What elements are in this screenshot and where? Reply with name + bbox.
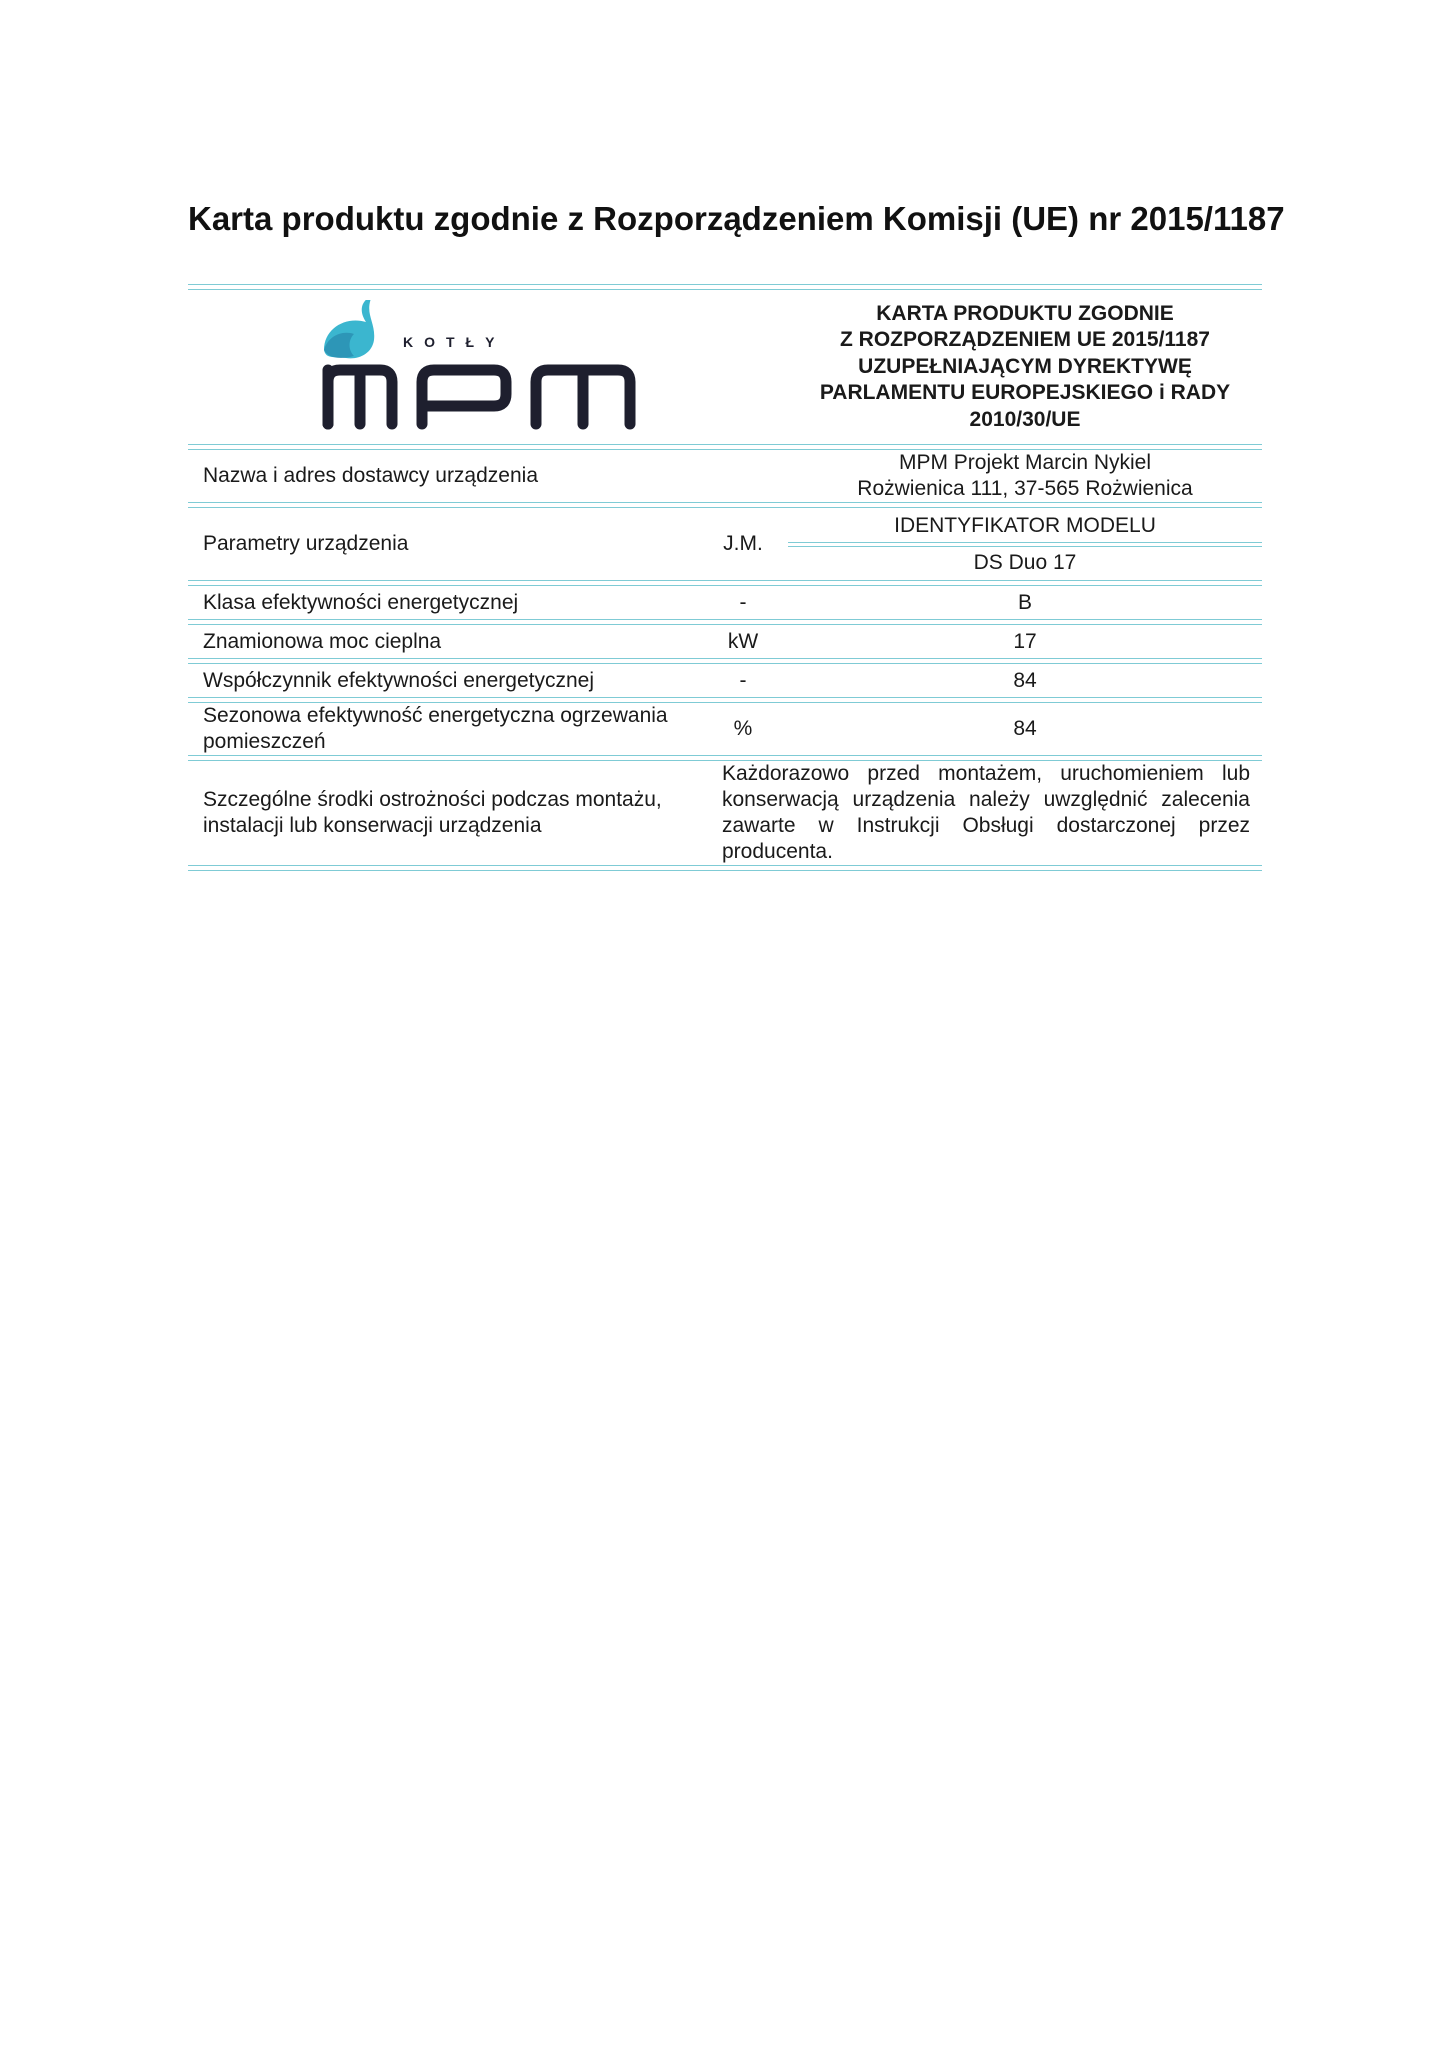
table-row xyxy=(188,703,1262,755)
page-title: Karta produktu zgodnie z Rozporządzeniem Komisji (UE) nr 2015/1187 xyxy=(188,200,1285,237)
sheet-header-text xyxy=(788,301,1262,434)
row-label-line: pomieszczeń xyxy=(203,730,326,753)
row-unit: % xyxy=(733,717,753,740)
params-right xyxy=(788,508,1262,580)
row-value: 17 xyxy=(1013,629,1037,653)
logo-top-text: KOTŁY xyxy=(403,334,506,350)
table-header-row xyxy=(188,290,1262,444)
model-id: DS Duo 17 xyxy=(973,550,1077,574)
params-left xyxy=(188,508,788,580)
supplier-row xyxy=(188,450,1262,502)
header-line: UZUPEŁNIAJĄCYM DYREKTYWĘ xyxy=(858,354,1192,378)
supplier-value xyxy=(788,450,1262,502)
supplier-name: MPM Projekt Marcin Nykiel xyxy=(898,451,1152,474)
header-line: PARLAMENTU EUROPEJSKIEGO i RADY xyxy=(819,381,1231,405)
notes-label xyxy=(188,787,698,839)
params-label: Parametry urządzenia xyxy=(203,532,409,555)
row-unit: kW xyxy=(727,629,759,653)
header-line: KARTA PRODUKTU ZGODNIE xyxy=(876,301,1174,325)
mpm-logo xyxy=(188,290,788,444)
table-row xyxy=(188,586,1262,619)
table-row xyxy=(188,664,1262,697)
table-row xyxy=(188,625,1262,658)
row-label: Klasa efektywności energetycznej xyxy=(203,590,519,614)
row-unit: - xyxy=(739,590,747,614)
row-value: B xyxy=(1017,590,1032,614)
model-header: IDENTYFIKATOR MODELU xyxy=(894,513,1156,537)
row-label: Współczynnik efektywności energetycznej xyxy=(203,668,595,692)
notes-text: Każdorazowo przed montażem, uruchomieniem lub konserwacją urządzenia należy uwzględnić zalecenia zawarte w Instrukcji Obsługi dostarczonej przez producenta. xyxy=(722,762,1250,863)
header-line: Z ROZPORZĄDZENIEM UE 2015/1187 xyxy=(840,328,1210,352)
row-label xyxy=(188,703,698,755)
row-label: Znamionowa moc cieplna xyxy=(203,629,442,653)
supplier-address: Rożwienica 111, 37-565 Rożwienica xyxy=(857,477,1193,500)
unit-header: J.M. xyxy=(723,532,763,555)
row-value: 84 xyxy=(1013,717,1037,740)
mpm-logo-mark xyxy=(318,300,738,440)
row-value: 84 xyxy=(1013,668,1037,692)
product-sheet-table xyxy=(188,284,1262,871)
table-rule xyxy=(188,865,1262,871)
params-row xyxy=(188,508,1262,580)
supplier-label: Nazwa i adres dostawcy urządzenia xyxy=(203,464,538,487)
row-unit: - xyxy=(739,668,747,692)
header-line: 2010/30/UE xyxy=(969,407,1081,431)
row-label-line: Sezonowa efektywność energetyczna ogrzewania xyxy=(203,704,668,727)
notes-label-line: Szczególne środki ostrożności podczas montażu, xyxy=(203,788,662,811)
notes-row xyxy=(188,761,1262,865)
notes-label-line: instalacji lub konserwacji urządzenia xyxy=(203,814,542,837)
